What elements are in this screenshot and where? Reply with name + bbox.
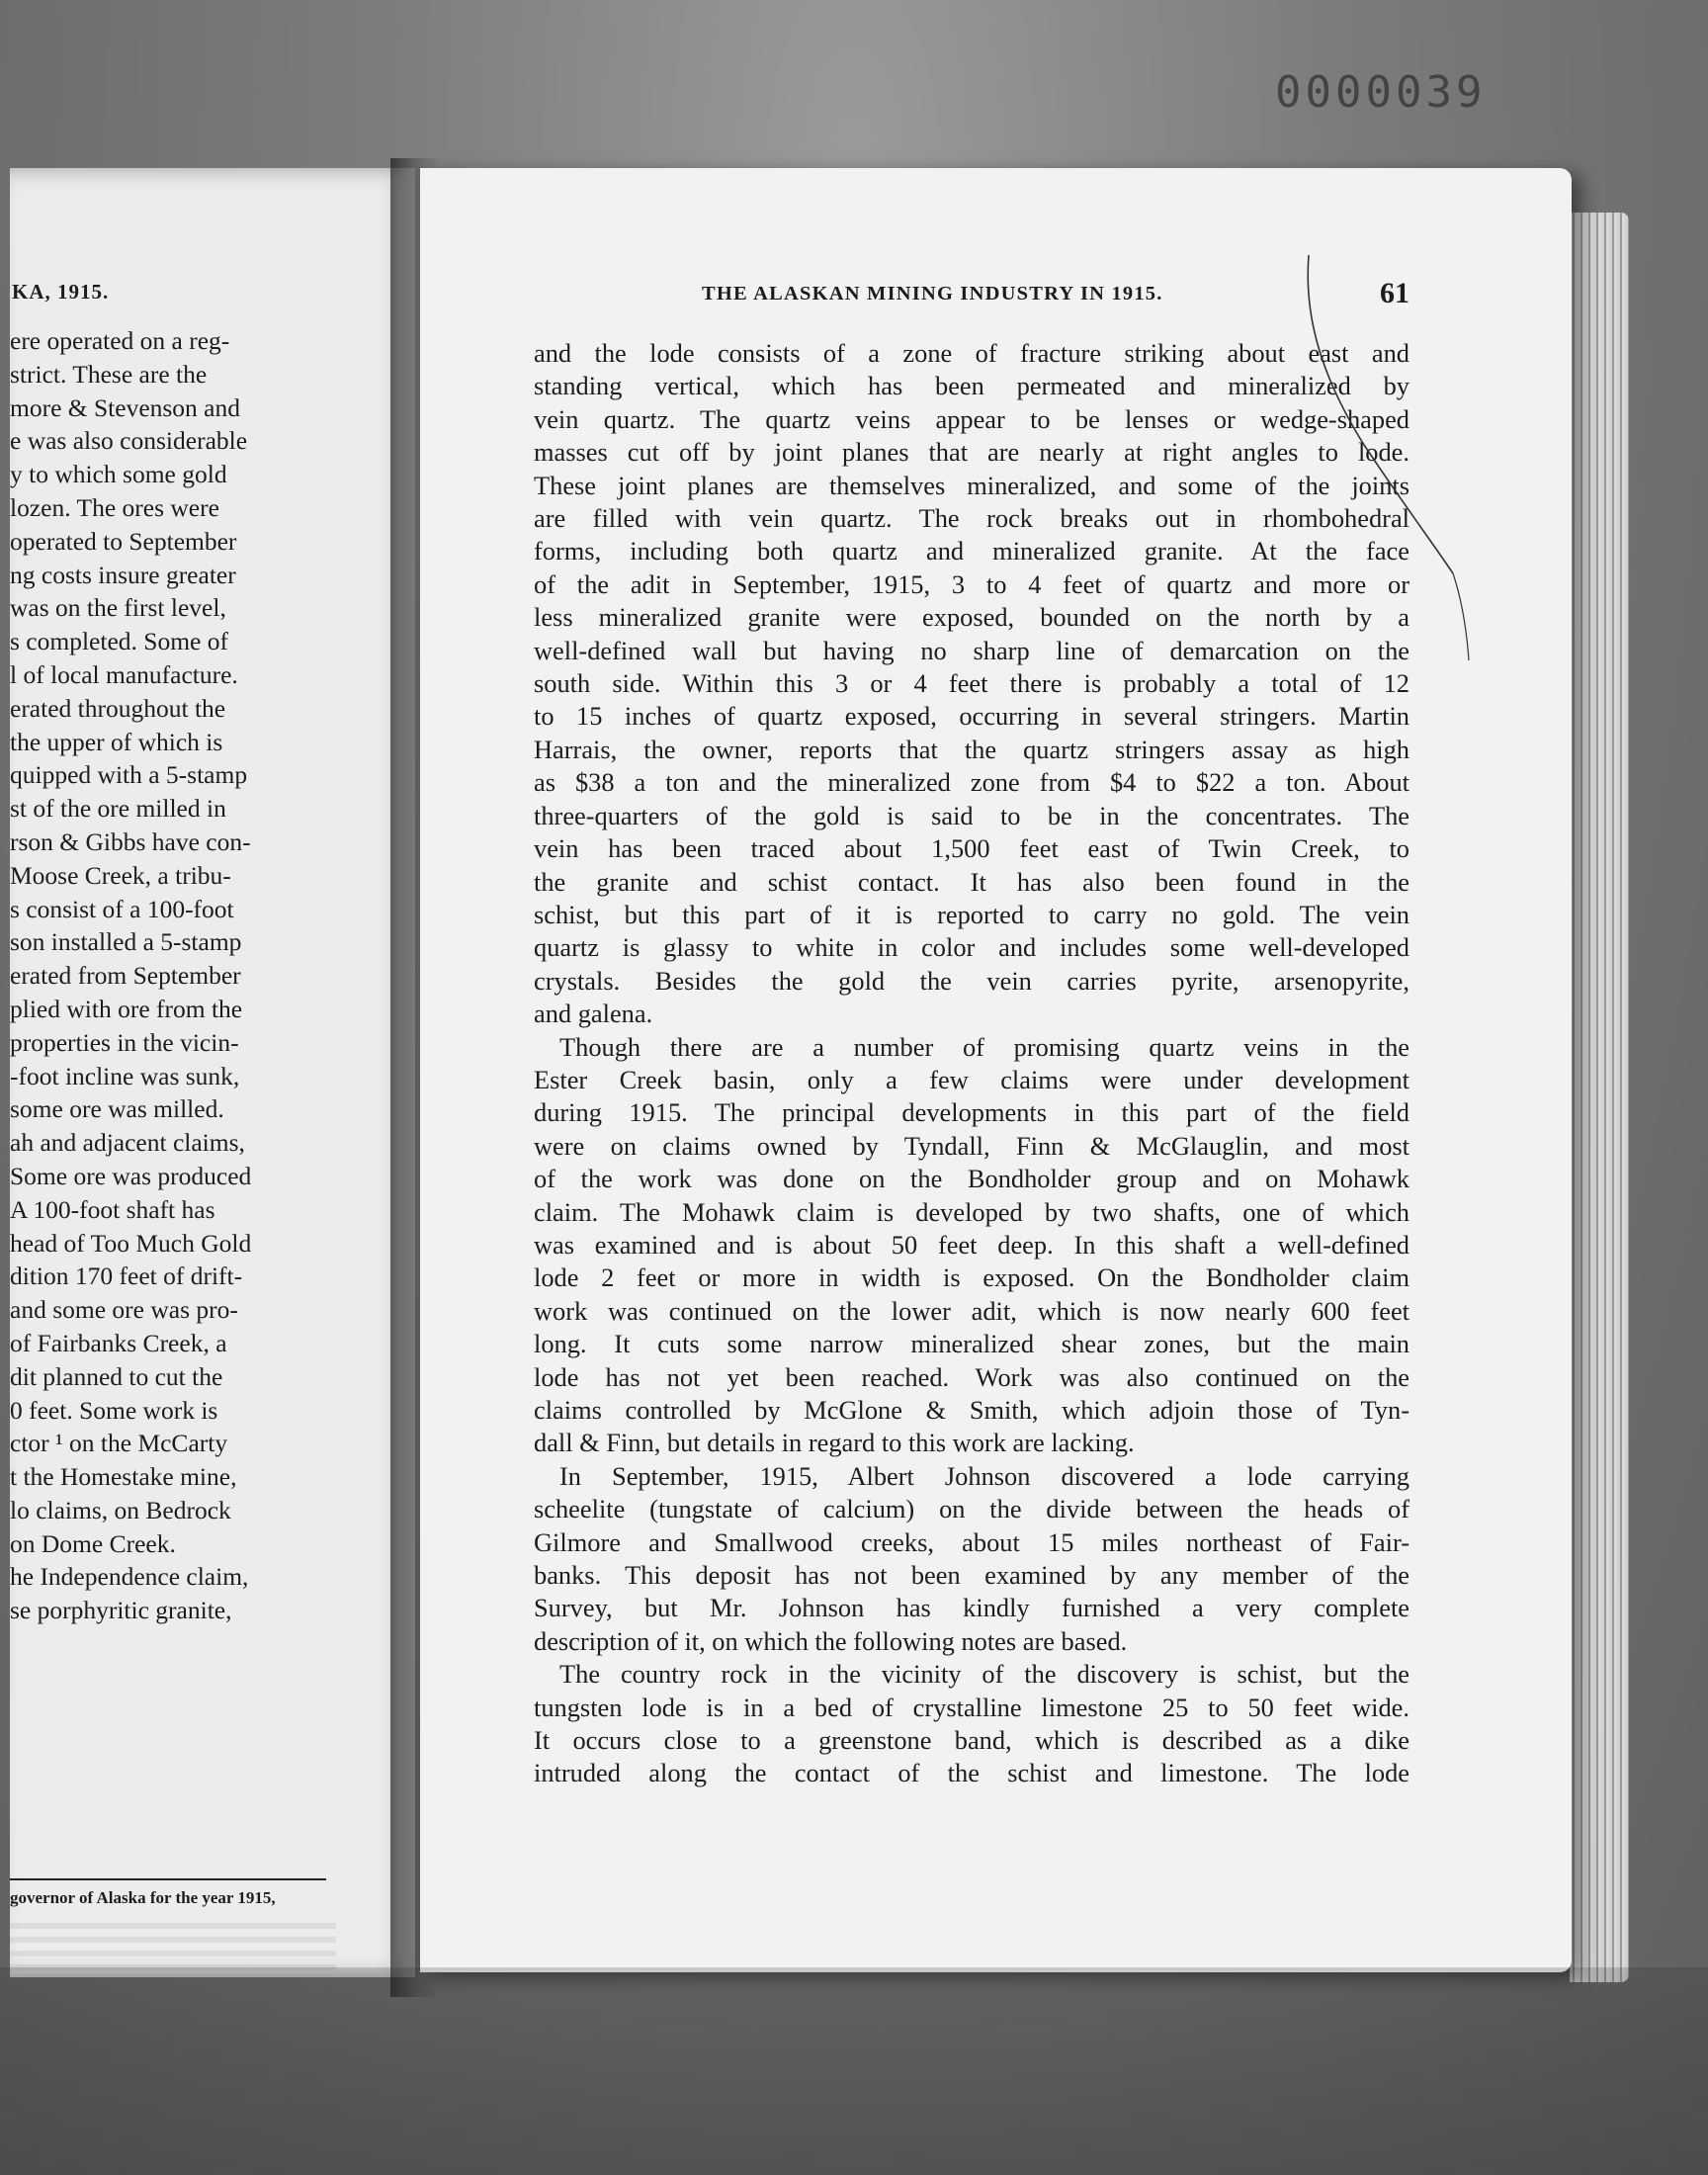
body-text-line: are filled with vein quartz. The rock breaks out in rhombohedral [534,503,1409,534]
left-text-line: ere operated on a reg- [10,326,230,355]
body-text-line: Though there are a number of promising quartz veins in the [559,1031,1409,1062]
body-text-line: less mineralized granite were exposed, bounded on the north by a [534,602,1409,633]
left-text-line: Moose Creek, a tribu- [10,860,231,890]
left-page [10,168,415,1977]
left-text-line: was on the first level, [10,593,226,623]
left-text-line: and some ore was pro- [10,1295,238,1325]
left-text-line: erated from September [10,961,241,991]
left-page-text [10,324,326,1627]
left-text-line: 0 feet. Some work is [10,1395,218,1425]
body-text-line: crystals. Besides the gold the vein carries pyrite, arsenopyrite, [534,965,1409,996]
body-text-line: standing vertical, which has been permeated and mineralized by [534,371,1409,401]
body-text-line: Ester Creek basin, only a few claims were under development [534,1064,1409,1094]
left-text-line: son installed a 5-stamp [10,927,242,957]
left-text-line: Some ore was produced [10,1161,252,1190]
left-page-header: KA, 1915. [12,280,110,304]
body-text-line: of the adit in September, 1915, 3 to 4 feet of quartz and more or [534,568,1409,599]
left-text-line: quipped with a 5-stamp [10,760,248,790]
body-text-line: south side. Within this 3 or 4 feet there is probably a total of 12 [534,668,1409,699]
left-text-line: s completed. Some of [10,627,228,656]
left-text-line: more & Stevenson and [10,392,240,422]
body-text-line: dall & Finn, but details in regard to this work are lacking. [534,1428,1135,1458]
body-text-line: The country rock in the vicinity of the discovery is schist, but the [559,1659,1409,1690]
left-text-line: he Independence claim, [10,1562,249,1592]
left-text-line: lo claims, on Bedrock [10,1495,231,1524]
left-text-line: some ore was milled. [10,1094,224,1124]
body-text-line: In September, 1915, Albert Johnson discovered a lode carrying [559,1460,1409,1491]
left-text-line: of Fairbanks Creek, a [10,1328,227,1357]
body-text-line: vein quartz. The quartz veins appear to be lenses or wedge-shaped [534,403,1409,434]
left-text-line: se porphyritic granite, [10,1596,232,1625]
body-text-line: to 15 inches of quartz exposed, occurring in several stringers. Martin [534,701,1409,732]
left-text-line: t the Homestake mine, [10,1462,237,1492]
left-text-line: the upper of which is [10,727,223,756]
body-text-line: was examined and is about 50 feet deep. In this shaft a well-defined [534,1229,1409,1260]
left-text-line: st of the ore milled in [10,794,226,824]
body-text-line: claim. The Mohawk claim is developed by two shafts, one of which [534,1196,1409,1227]
body-text-line: quartz is glassy to white in color and includes some well-developed [534,932,1409,963]
body-text-line: work was continued on the lower adit, which is now nearly 600 feet [534,1295,1409,1326]
body-text-line: description of it, on which the following notes are based. [534,1625,1128,1656]
left-text-line: head of Too Much Gold [10,1228,252,1258]
body-text-line: forms, including both quartz and mineralized granite. At the face [534,536,1409,566]
left-text-line: s consist of a 100-foot [10,894,234,923]
left-text-line: -foot incline was sunk, [10,1061,240,1090]
left-text-line: properties in the vicin- [10,1027,239,1057]
body-text-line: lode 2 feet or more in width is exposed. On the Bondholder claim [534,1262,1409,1293]
left-text-line: erated throughout the [10,693,226,723]
left-text-line: rson & Gibbs have con- [10,826,251,856]
left-text-line: dition 170 feet of drift- [10,1262,243,1291]
body-text-line: vein has been traced about 1,500 feet east of Twin Creek, to [534,833,1409,864]
body-text-line: well-defined wall but having no sharp line of demarcation on the [534,635,1409,665]
left-text-line: dit planned to cut the [10,1361,223,1391]
body-text-line: Harrais, the owner, reports that the quartz stringers assay as high [534,734,1409,764]
body-text-line: masses cut off by joint planes that are nearly at right angles to lode. [534,437,1409,468]
body-text-line: scheelite (tungstate of calcium) on the divide between the heads of [534,1494,1409,1524]
right-page-body [534,337,1409,1790]
body-text-line: schist, but this part of it is reported to carry no gold. The vein [534,899,1409,929]
body-text-line: as $38 a ton and the mineralized zone from $4 to $22 a ton. About [534,767,1409,798]
body-text-line: and the lode consists of a zone of fracture striking about east and [534,338,1409,368]
body-text-line: intruded along the contact of the schist and limestone. The lode [534,1758,1409,1788]
body-text-line: long. It cuts some narrow mineralized shear zones, but the main [534,1329,1409,1359]
body-text-line: Survey, but Mr. Johnson has kindly furnished a very complete [534,1593,1409,1623]
running-head: THE ALASKAN MINING INDUSTRY IN 1915. [702,283,1163,304]
body-text-line: claims controlled by McGlone & Smith, which adjoin those of Tyn- [534,1395,1409,1425]
left-text-line: plied with ore from the [10,994,243,1023]
left-text-line: y to which some gold [10,460,227,489]
left-text-line: lozen. The ores were [10,492,219,522]
body-text-line: during 1915. The principal developments in this part of the field [534,1097,1409,1128]
left-text-line: ah and adjacent claims, [10,1128,245,1158]
body-text-line: banks. This deposit has not been examined by any member of the [534,1560,1409,1591]
left-text-line: on Dome Creek. [10,1528,176,1558]
left-text-line: l of local manufacture. [10,659,238,689]
body-text-line: three-quarters of the gold is said to be in the concentrates. The [534,800,1409,830]
left-text-line: e was also considerable [10,426,248,456]
body-text-line: of the work was done on the Bondholder group and on Mohawk [534,1164,1409,1194]
scan-bottom-shadow [0,1967,1708,2175]
body-text-line: lode has not yet been reached. Work was also continued on the [534,1361,1409,1392]
body-text-line: were on claims owned by Tyndall, Finn & McGlauglin, and most [534,1130,1409,1161]
body-text-line: and galena. [534,999,653,1029]
left-text-line: strict. These are the [10,359,208,389]
footnote-rule [10,1878,326,1880]
page-edges [1570,213,1629,1982]
left-text-line: ng costs insure greater [10,560,236,589]
left-text-line: A 100-foot shaft has [10,1194,215,1224]
page-number: 61 [1380,277,1409,309]
body-text-line: Gilmore and Smallwood creeks, about 15 miles northeast of Fair- [534,1526,1409,1557]
body-text-line: the granite and schist contact. It has also been found in the [534,866,1409,897]
document-stamp-number: 0000039 [1275,67,1487,118]
left-text-line: operated to September [10,526,237,556]
body-text-line: It occurs close to a greenstone band, which is described as a dike [534,1725,1409,1756]
left-text-line: ctor ¹ on the McCarty [10,1429,228,1458]
body-text-line: tungsten lode is in a bed of crystalline limestone 25 to 50 feet wide. [534,1692,1409,1722]
left-page-footnote: governor of Alaska for the year 1915, [10,1888,276,1907]
body-text-line: These joint planes are themselves mineralized, and some of the joints [534,470,1409,500]
